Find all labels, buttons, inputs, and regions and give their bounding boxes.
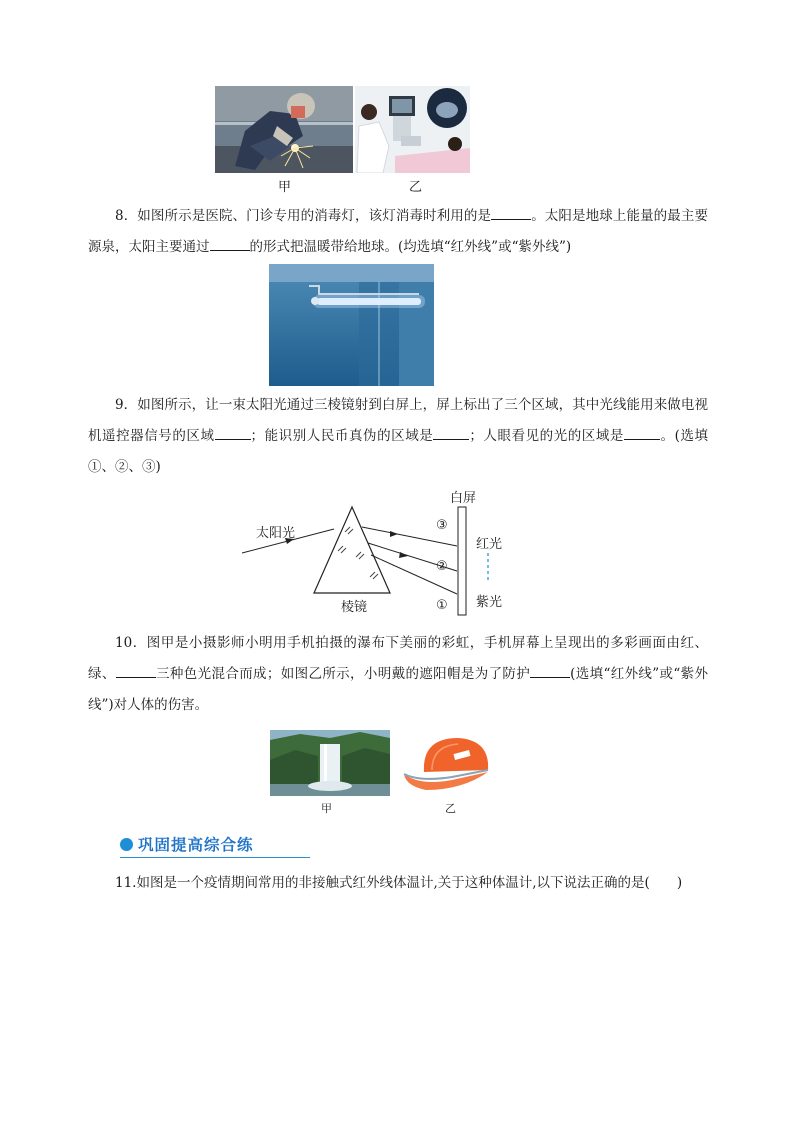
prism-diagram xyxy=(230,485,520,620)
q8-text-a: 8．如图所示是医院、门诊专用的消毒灯，该灯消毒时利用的是 xyxy=(115,208,492,224)
ray-red-arrow xyxy=(390,531,398,537)
q10-text-a: 10．图甲是小摄影师小明用手机拍摄的瀑布下美丽的彩虹，手机屏幕上呈现出的多彩画面由红、绿、 xyxy=(88,635,708,682)
figure-q10-caption-right: 乙 xyxy=(445,802,456,815)
section-title: 巩固提高综合练 xyxy=(138,836,254,854)
q8-text-c: 的形式把温暖带给地球。(均选填“红外线”或“紫外线”) xyxy=(249,239,572,255)
figure-top-caption-left: 甲 xyxy=(278,180,292,195)
q10-blank-1[interactable] xyxy=(116,663,156,678)
waterfall-photo xyxy=(270,730,390,796)
q10-blank-2[interactable] xyxy=(530,663,570,678)
q8-text-b: 。太阳是地球上能量的最主要源泉，太阳主要通过 xyxy=(88,208,709,255)
question-10 xyxy=(88,628,708,721)
q9-text-b: ；能识别人民币真伪的区域是 xyxy=(250,428,434,444)
screen-label: 白屏 xyxy=(450,491,477,506)
region-3-label: ③ xyxy=(436,518,448,533)
prism-label: 棱镜 xyxy=(341,600,368,615)
q9-text-a: 9．如图所示，让一束太阳光通过三棱镜射到白屏上，屏上标出了三个区域，其中光线能用来做电视机遥控器信号的区域 xyxy=(88,397,708,444)
q8-blank-1[interactable] xyxy=(491,205,531,220)
question-9 xyxy=(88,390,708,483)
region-2-label: ② xyxy=(436,559,448,574)
sun-cap-photo xyxy=(402,730,492,794)
uv-lamp-photo xyxy=(269,264,434,386)
section-header xyxy=(120,833,310,858)
question-11 xyxy=(88,868,708,899)
prism xyxy=(314,507,390,593)
question-8 xyxy=(88,201,708,263)
q11-text: 11.如图是一个疫情期间常用的非接触式红外线体温计,关于这种体温计,以下说法正确的是( ) xyxy=(115,875,683,891)
q9-text-d: 。(选填①、②、③) xyxy=(88,428,709,475)
region-1-label: ① xyxy=(436,598,448,613)
q9-blank-3[interactable] xyxy=(624,425,660,440)
section-bullet-icon xyxy=(120,838,133,851)
white-screen xyxy=(458,507,466,615)
q9-blank-1[interactable] xyxy=(215,425,251,440)
figure-top-caption-right: 乙 xyxy=(409,180,423,195)
welder-photo xyxy=(215,86,353,173)
violet-light-label: 紫光 xyxy=(476,595,503,610)
q9-text-c: ；人眼看见的光的区域是 xyxy=(469,428,624,444)
q10-text-b: 三种色光混合而成；如图乙所示，小明戴的遮阳帽是为了防护 xyxy=(155,666,531,682)
sunlight-label: 太阳光 xyxy=(256,526,296,541)
red-light-label: 红光 xyxy=(476,537,503,552)
ultrasound-photo xyxy=(355,86,470,173)
q10-text-c: (选填“红外线”或“紫外线”)对人体的伤害。 xyxy=(88,666,709,713)
figure-q10-caption-left: 甲 xyxy=(321,802,332,815)
q8-blank-2[interactable] xyxy=(210,236,250,251)
q9-blank-2[interactable] xyxy=(433,425,469,440)
